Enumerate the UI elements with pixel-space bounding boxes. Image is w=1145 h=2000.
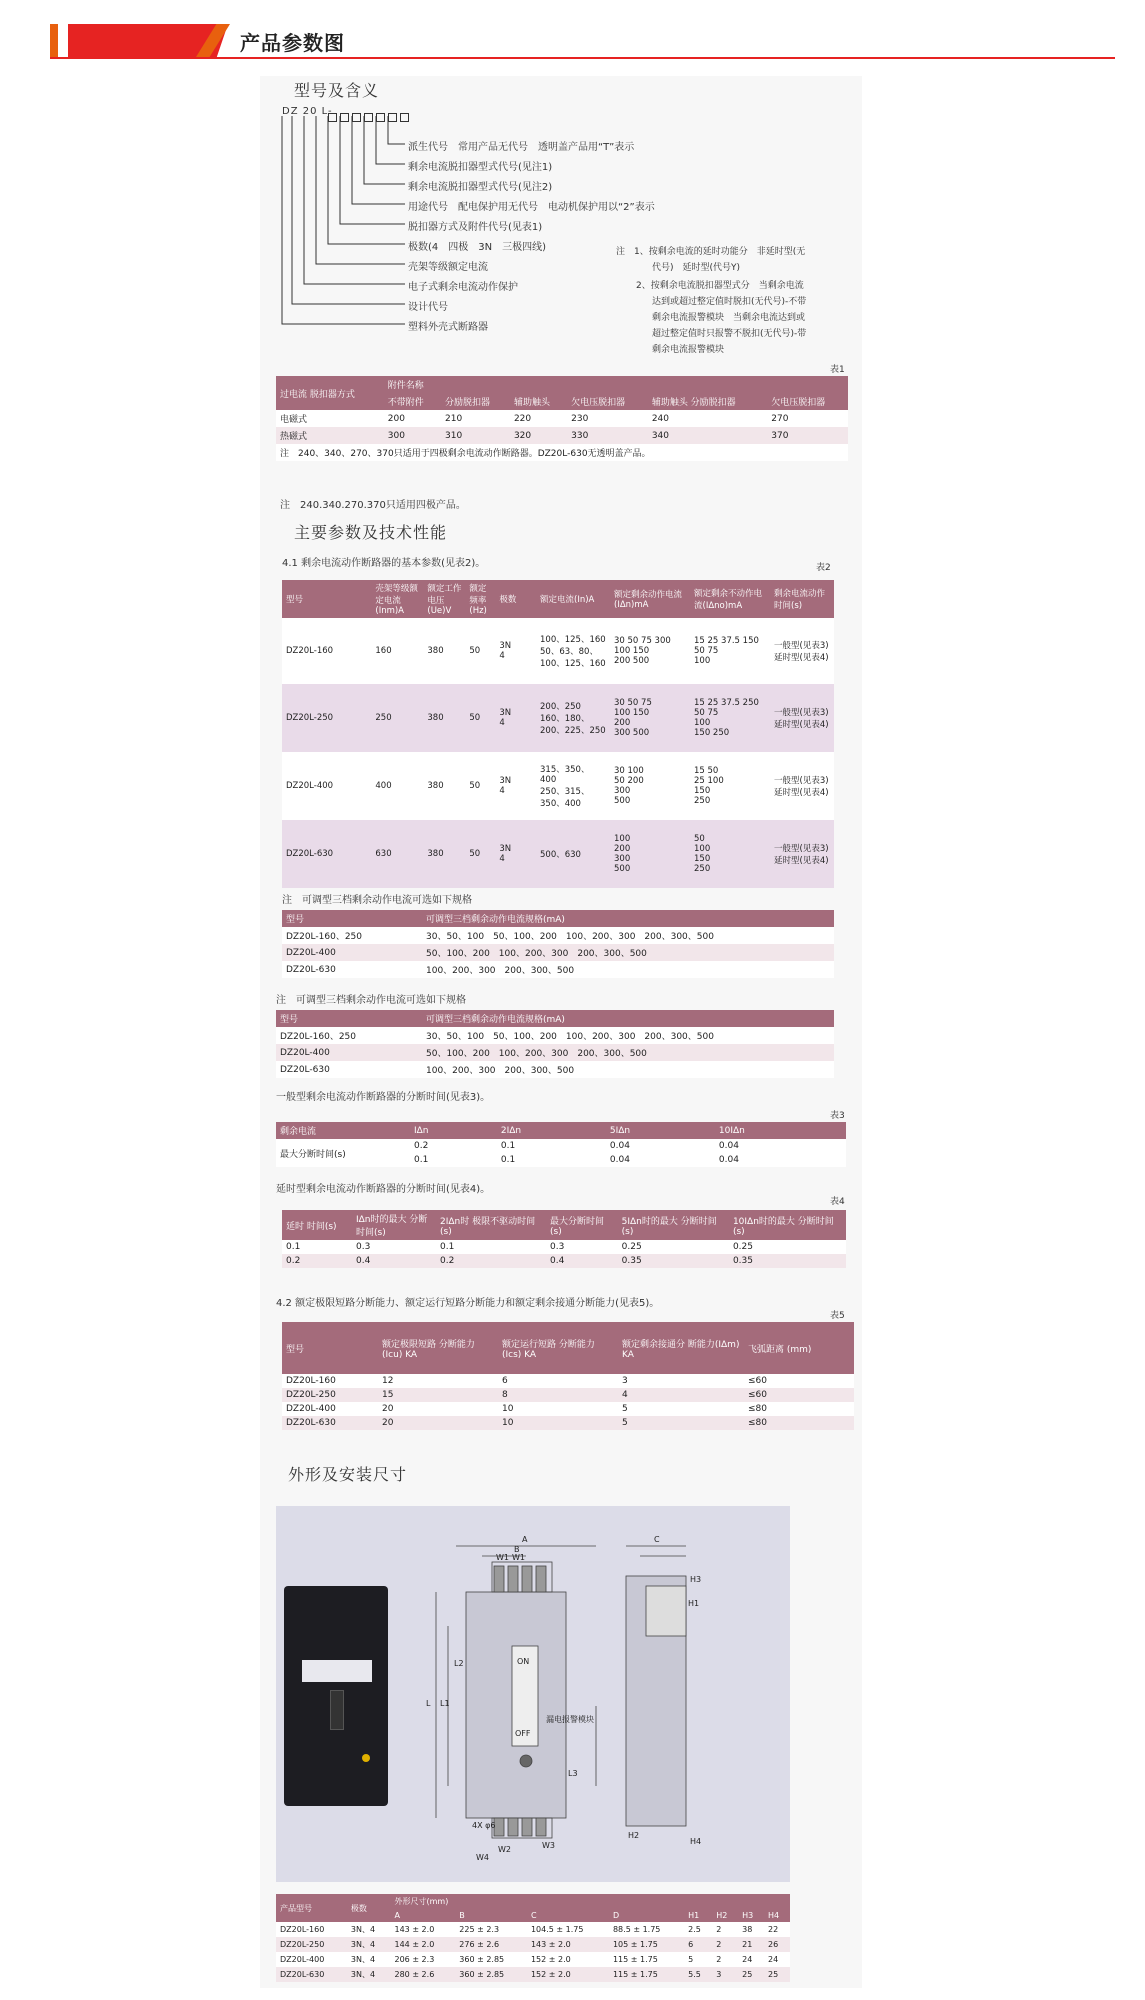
table5-caption: 表5 xyxy=(830,1311,845,1321)
tree-label-3: 剩余电流脱扣器型式代号(见注2) xyxy=(408,182,553,193)
table3-header: 剩余电流 xyxy=(276,1122,410,1139)
banner-accent-bar xyxy=(50,24,58,57)
table-row: DZ20L-160 12 6 3 ≤60 xyxy=(282,1374,854,1388)
dim-label-H4: H4 xyxy=(690,1837,702,1846)
table4-header: 最大分断时间(s) xyxy=(546,1210,618,1240)
table5-breaking-capacity xyxy=(282,1322,854,1430)
table3-header: IΔn xyxy=(410,1122,497,1139)
table-row: DZ20L-630 3N、4 280 ± 2.6 360 ± 2.85 152 ± 2.0 115 ± 1.75 5.5 3 25 25 xyxy=(276,1967,790,1982)
table1-col: 欠电压脱扣器 xyxy=(767,393,848,410)
table1-header-left: 过电流 脱扣器方式 xyxy=(276,376,384,410)
table1-col: 不带附件 xyxy=(384,393,441,410)
table4-title: 延时型剩余电流动作断路器的分断时间(见表4)。 xyxy=(276,1184,491,1195)
table-row: DZ20L-630 630 380 50 3N 4 500、630 100 200 300 500 50 100 150 250 一般型(见表3) 延时型(见表4) xyxy=(282,820,834,888)
section-title-dimensions: 外形及安装尺寸 xyxy=(288,1465,408,1484)
table-row: 0.1 0.1 0.04 0.04 xyxy=(276,1153,846,1167)
dim-label-H3: H3 xyxy=(690,1575,702,1584)
table3-caption: 表3 xyxy=(830,1111,845,1121)
section2-subtitle: 4.1 剩余电流动作断路器的基本参数(见表2)。 xyxy=(282,558,486,569)
table1-col: 分励脱扣器 xyxy=(441,393,510,410)
table6-subheader: H1 xyxy=(684,1909,712,1922)
table-row: DZ20L-250 3N、4 144 ± 2.0 276 ± 2.6 143 ± 2.0 105 ± 1.75 6 2 21 26 xyxy=(276,1937,790,1952)
switch-off-label: OFF xyxy=(515,1729,531,1738)
table-row: DZ20L-160 3N、4 143 ± 2.0 225 ± 2.3 104.5 ± 1.75 88.5 ± 1.75 2.5 2 38 22 xyxy=(276,1922,790,1937)
table3-header: 10IΔn xyxy=(715,1122,846,1139)
tree-label-9: 设计代号 xyxy=(408,302,448,313)
table3-general-break xyxy=(276,1122,846,1167)
tree-label-5: 脱扣器方式及附件代号(见表1) xyxy=(408,222,543,233)
tree-label-1: 派生代号 常用产品无代号 透明盖产品用“T”表示 xyxy=(408,142,635,153)
dim-label-L1: L1 xyxy=(440,1699,450,1708)
dimension-drawing xyxy=(276,1506,790,1882)
table-row: DZ20L-250 15 8 4 ≤60 xyxy=(282,1388,854,1402)
tree-label-10: 塑料外壳式断路器 xyxy=(408,322,488,333)
table6-dimensions xyxy=(276,1894,790,1982)
adj1-header: 型号 xyxy=(282,910,422,927)
table-row: DZ20L-630 100、200、300 200、300、500 xyxy=(282,961,834,978)
adj1-header: 可调型三档剩余动作电流规格(mA) xyxy=(422,910,834,927)
outline-drawing xyxy=(396,1526,776,1866)
table6-subheader: H2 xyxy=(712,1909,738,1922)
mount-hole-label: 4X φ6 xyxy=(472,1821,496,1830)
model-note-5: 剩余电流报警模块 当剩余电流达到或 xyxy=(652,313,806,323)
model-note-6: 超过整定值时只报警不脱扣(无代号)-带 xyxy=(652,329,807,339)
table-row: DZ20L-160、250 30、50、100 50、100、200 100、200、300 200、300、500 xyxy=(276,1027,834,1044)
table5-header: 型号 xyxy=(282,1322,378,1374)
table6-header: 产品型号 xyxy=(276,1894,347,1922)
dim-label-L3: L3 xyxy=(568,1769,578,1778)
dim-label-W1b: W1 xyxy=(512,1553,525,1562)
table5-header: 额定剩余接通分 断能力(IΔm) KA xyxy=(618,1322,744,1374)
table-row: DZ20L-400 20 10 5 ≤80 xyxy=(282,1402,854,1416)
tree-label-7: 壳架等级额定电流 xyxy=(408,262,488,273)
table1-caption: 表1 xyxy=(830,365,845,375)
table-row: DZ20L-250 250 380 50 3N 4 200、250 160、180、 200、225、250 30 50 75 100 150 200 300 500 15 25 37.5 250 50 75 100 150 250 一般型(见表3) 延时型(见表4) xyxy=(282,684,834,752)
switch-on-label: ON xyxy=(517,1657,530,1666)
table4-delay-break xyxy=(282,1210,846,1268)
table-row: 注 240、340、270、370只适用于四极剩余电流动作断路器。DZ20L-630无透明盖产品。 xyxy=(276,444,848,461)
dim-label-A: A xyxy=(522,1535,528,1544)
table2-header: 剩余电流动作时间(s) xyxy=(770,580,834,618)
page-title: 产品参数图 xyxy=(240,31,345,55)
table2-header: 额定工作电压(Ue)V xyxy=(423,580,465,618)
table2-header: 额定剩余不动作电流(IΔno)mA xyxy=(690,580,770,618)
adj2-header: 型号 xyxy=(276,1010,422,1027)
table2-header: 额定频率(Hz) xyxy=(465,580,495,618)
table4-header: 2IΔn时 极限不驱动时间(s) xyxy=(436,1210,546,1240)
tree-label-2: 剩余电流脱扣器型式代号(见注1) xyxy=(408,162,553,173)
adj1-note: 注 可调型三档剩余动作电流可选如下规格 xyxy=(282,895,472,906)
table6-subheader: D xyxy=(609,1909,684,1922)
adj2-header: 可调型三档剩余动作电流规格(mA) xyxy=(422,1010,834,1027)
table-row: DZ20L-160、250 30、50、100 50、100、200 100、200、300 200、300、500 xyxy=(282,927,834,944)
table4-header: 10IΔn时的最大 分断时间(s) xyxy=(729,1210,846,1240)
breaker-photo xyxy=(284,1586,388,1806)
dim-label-L2: L2 xyxy=(454,1659,464,1668)
dim-label-W4: W4 xyxy=(476,1853,489,1862)
model-note-3: 2、按剩余电流脱扣器型式分 当剩余电流 xyxy=(636,281,804,291)
table1-trip-method xyxy=(276,376,848,461)
table6-subheader: H3 xyxy=(738,1909,764,1922)
dim-label-W3: W3 xyxy=(542,1841,555,1850)
table-row: 电磁式 200 210 220 230 240 270 xyxy=(276,410,848,427)
table5-header: 额定极限短路 分断能力(Icu) KA xyxy=(378,1322,498,1374)
model-note-4: 达到或超过整定值时脱扣(无代号)-不带 xyxy=(652,297,807,307)
table-row: 热磁式 300 310 320 330 340 370 xyxy=(276,427,848,444)
table1-note: 注 240.340.270.370只适用四极产品。 xyxy=(280,500,466,511)
model-note-1: 注 1、按剩余电流的延时功能分 非延时型(无 xyxy=(616,247,806,257)
table3-header: 2IΔn xyxy=(497,1122,606,1139)
table-row: DZ20L-400 400 380 50 3N 4 315、350、 400 250、315、 350、400 30 100 50 200 300 500 15 50 25 100 150 250 一般型(见表3) 延时型(见表4) xyxy=(282,752,834,820)
model-note-2: 代号) 延时型(代号Y) xyxy=(652,263,741,273)
banner-underline xyxy=(50,57,1115,59)
table2-header: 极数 xyxy=(495,580,536,618)
adj2-note: 注 可调型三档剩余动作电流可选如下规格 xyxy=(276,995,466,1006)
dim-label-C: C xyxy=(654,1535,660,1544)
table-row: DZ20L-400 50、100、200 100、200、300 200、300、500 xyxy=(282,944,834,961)
table-row: DZ20L-400 3N、4 206 ± 2.3 360 ± 2.85 152 ± 2.0 115 ± 1.75 5 2 24 24 xyxy=(276,1952,790,1967)
dim-label-H1: H1 xyxy=(688,1599,700,1608)
table4-caption: 表4 xyxy=(830,1197,845,1207)
table-row: 0.2 0.4 0.2 0.4 0.35 0.35 xyxy=(282,1254,846,1268)
table2-header: 壳架等级额定电流(Inm)A xyxy=(371,580,423,618)
tree-label-4: 用途代号 配电保护用无代号 电动机保护用以“2”表示 xyxy=(408,202,655,213)
dim-label-W1: W1 xyxy=(496,1553,509,1562)
table2-basic-params xyxy=(282,580,834,888)
table3-title: 一般型剩余电流动作断路器的分断时间(见表3)。 xyxy=(276,1092,491,1103)
dim-label-W2: W2 xyxy=(498,1845,511,1854)
table-row: 最大分断时间(s) 0.2 0.1 0.04 0.04 xyxy=(276,1139,846,1153)
table5-header: 额定运行短路 分断能力(Ics) KA xyxy=(498,1322,618,1374)
table1-col: 辅助触头 分励脱扣器 xyxy=(648,393,767,410)
table6-subheader: B xyxy=(455,1909,527,1922)
table4-header: 5IΔn时的最大 分断时间(s) xyxy=(618,1210,729,1240)
table2-header: 额定电流(In)A xyxy=(536,580,610,618)
table-row: DZ20L-630 100、200、300 200、300、500 xyxy=(276,1061,834,1078)
adj2-table xyxy=(276,1010,834,1078)
alarm-module-label: 漏电报警模块 xyxy=(546,1715,594,1724)
table1-col: 欠电压脱扣器 xyxy=(567,393,648,410)
section-title-model: 型号及含义 xyxy=(294,81,380,100)
table2-header: 型号 xyxy=(282,580,371,618)
table-row: DZ20L-160 160 380 50 3N 4 100、125、160 50、63、80、 100、125、160 30 50 75 300 100 150 200 500 15 25 37.5 150 50 75 100 一般型(见表3) 延时型(见表4) xyxy=(282,618,834,684)
table1-group-header: 附件名称 xyxy=(384,376,848,393)
tree-label-6: 极数(4 四极 3N 三极四线) xyxy=(408,242,547,253)
table2-caption: 表2 xyxy=(816,563,831,573)
table-row: DZ20L-630 20 10 5 ≤80 xyxy=(282,1416,854,1430)
table6-header: 外形尺寸(mm) xyxy=(391,1894,791,1909)
table6-subheader: C xyxy=(527,1909,609,1922)
table4-header: IΔn时的最大 分断时间(s) xyxy=(352,1210,436,1240)
table5-title: 4.2 额定极限短路分断能力、额定运行短路分断能力和额定剩余接通分断能力(见表5)。 xyxy=(276,1298,660,1309)
table3-header: 5IΔn xyxy=(606,1122,715,1139)
dim-label-H2: H2 xyxy=(628,1831,640,1840)
dim-label-L: L xyxy=(426,1699,431,1708)
section-title-params: 主要参数及技术性能 xyxy=(294,523,448,542)
table2-header: 额定剩余动作电流(IΔn)mA xyxy=(610,580,690,618)
model-code: DZ 20 L- xyxy=(282,106,333,117)
dim-label-B: B xyxy=(514,1545,520,1554)
header-banner xyxy=(28,24,1115,60)
adj1-table xyxy=(282,910,834,978)
table4-header: 延时 时间(s) xyxy=(282,1210,352,1240)
table1-col: 辅助触头 xyxy=(510,393,567,410)
table6-subheader: A xyxy=(391,1909,456,1922)
table6-subheader: H4 xyxy=(764,1909,790,1922)
model-tree-lines xyxy=(280,116,410,386)
table5-header: 飞弧距离 (mm) xyxy=(744,1322,854,1374)
table-row: 0.1 0.3 0.1 0.3 0.25 0.25 xyxy=(282,1240,846,1254)
table6-header: 极数 xyxy=(347,1894,391,1922)
tree-label-8: 电子式剩余电流动作保护 xyxy=(408,282,518,293)
table-row: DZ20L-400 50、100、200 100、200、300 200、300、500 xyxy=(276,1044,834,1061)
spec-document xyxy=(260,76,862,1988)
model-note-7: 剩余电流报警模块 xyxy=(652,345,725,355)
